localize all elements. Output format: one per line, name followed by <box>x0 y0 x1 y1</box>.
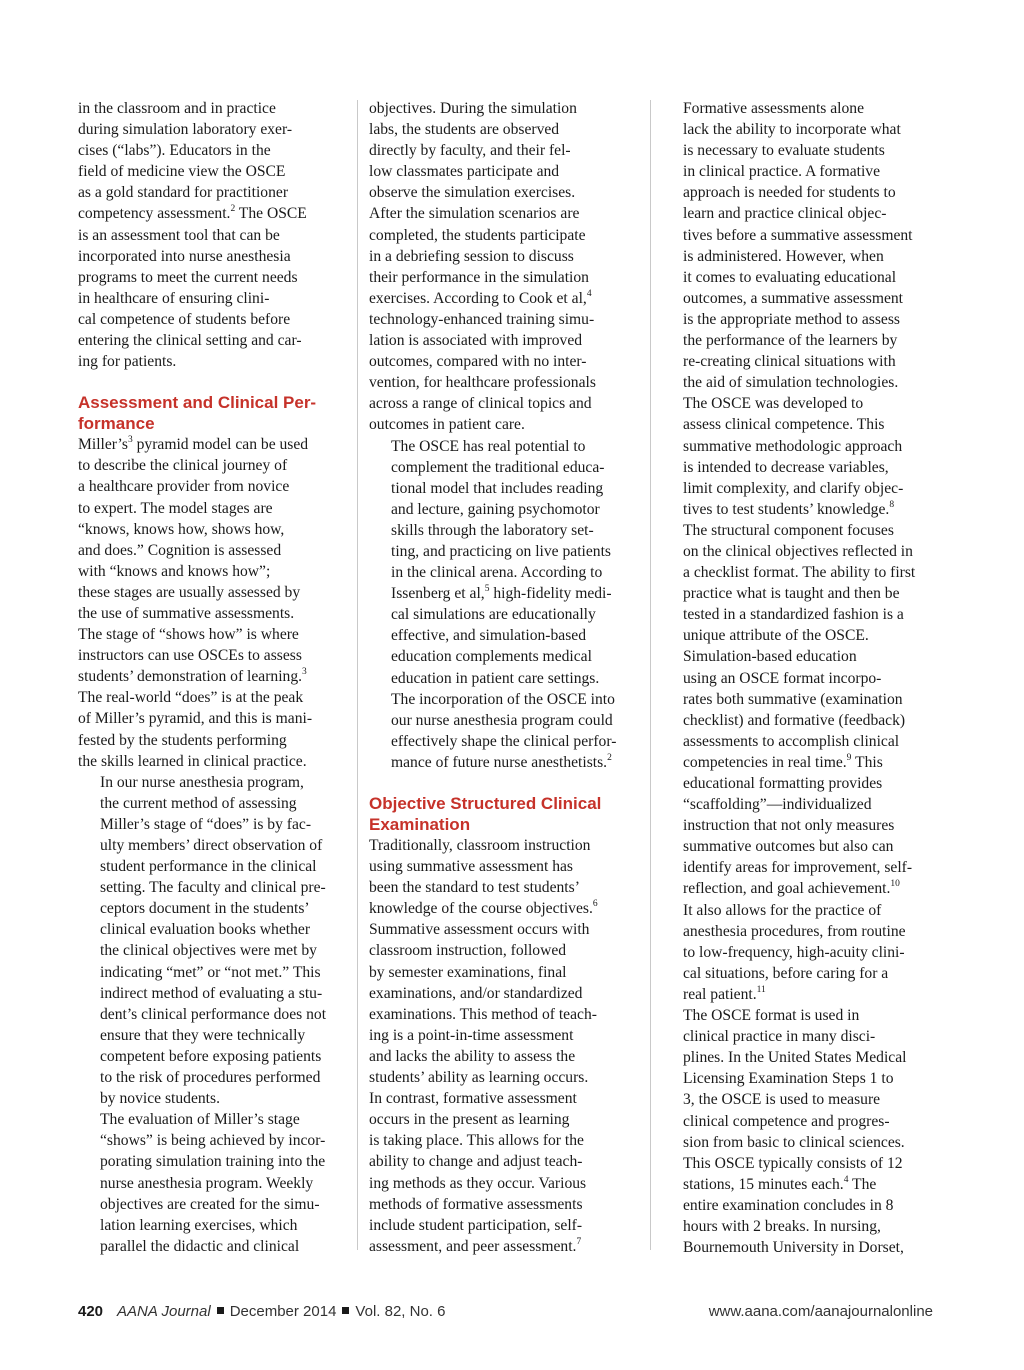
text-line: is administered. However, when <box>683 247 884 265</box>
reference-superscript: 7 <box>576 1236 582 1247</box>
text-line: the clinical objectives were met by <box>100 942 317 960</box>
text-line: skills through the laboratory set- <box>391 521 594 539</box>
text-line: “knows, knows how, shows how, <box>78 520 285 538</box>
text-line: objectives are created for the simu- <box>100 1195 320 1213</box>
text-line: practice what is taught and then be <box>683 585 900 603</box>
text-line: ing methods as they occur. Various <box>369 1174 587 1192</box>
reference-superscript: 5 <box>484 583 490 594</box>
reference-superscript: 3 <box>127 435 133 446</box>
text-run: exercises. According to Cook et al, <box>369 289 587 307</box>
text-run: stations, 15 minutes each. <box>683 1175 844 1193</box>
text-line: assessments to accomplish clinical <box>683 732 900 750</box>
section-heading-osce <box>369 794 639 835</box>
text-run: mance of future nurse anesthetists. <box>391 753 608 771</box>
text-line: approach is needed for students to <box>683 184 896 202</box>
text-line: This OSCE typically consists of 12 <box>683 1154 903 1172</box>
text-line: competent before exposing patients <box>100 1047 322 1065</box>
text-line: Licensing Examination Steps 1 to <box>683 1070 894 1088</box>
text-line: instructors can use OSCEs to assess <box>78 647 302 665</box>
text-line: cal simulations are educationally <box>391 606 596 624</box>
text-line: ting, and practicing on live patients <box>391 542 611 560</box>
text-line: entire examination concludes in 8 <box>683 1196 894 1214</box>
text-line: by semester examinations, final <box>369 963 567 981</box>
text-line: in healthcare of ensuring clini- <box>78 289 270 307</box>
reference-superscript: 4 <box>843 1174 849 1185</box>
text-line: by novice students. <box>100 1090 220 1108</box>
text-line: tives before a summative assessment <box>683 226 913 244</box>
text-line: lation learning exercises, which <box>100 1216 298 1234</box>
text-line: assess clinical competence. This <box>683 416 885 434</box>
paragraph <box>661 646 933 1005</box>
text-line: tested in a standardized fashion is a <box>683 606 904 624</box>
text-line: ability to change and adjust teach- <box>369 1153 583 1171</box>
text-line: educational formatting provides <box>683 775 883 792</box>
text-line: during simulation laboratory exer- <box>78 121 293 139</box>
text-run: The <box>848 1175 877 1193</box>
reference-superscript: 4 <box>586 288 592 299</box>
text-run: Issenberg et al, <box>391 585 485 603</box>
text-line: a checklist format. The ability to first <box>683 564 916 582</box>
paragraph <box>78 772 346 1110</box>
text-line: and lacks the ability to assess the <box>369 1047 576 1065</box>
text-line: is necessary to evaluate students <box>683 142 885 160</box>
text-line: re-creating clinical situations with <box>683 353 896 371</box>
text-run: knowledge of the course objectives. <box>369 900 593 918</box>
text-line: Assessment and Clinical Per- <box>78 393 317 413</box>
journal-url[interactable]: www.aana.com/aanajournalonline <box>708 1303 933 1320</box>
text-line: plines. In the United States Medical <box>683 1049 907 1067</box>
text-line: the performance of the learners by <box>683 332 898 350</box>
text-line: of Miller’s pyramid, and this is mani- <box>78 710 313 728</box>
text-line: limit complexity, and clarify objec- <box>683 479 904 497</box>
text-line: entering the clinical setting and car- <box>78 332 302 350</box>
text-line: to low-frequency, high-acuity clini- <box>683 943 905 961</box>
text-line: “shows” is being achieved by incor- <box>100 1132 326 1150</box>
text-line <box>369 583 639 604</box>
text-line: student performance in the clinical <box>100 858 317 876</box>
paragraph <box>661 98 933 393</box>
text-line <box>369 288 639 309</box>
text-line: classroom instruction, followed <box>369 942 567 960</box>
text-line: cal situations, before caring for a <box>683 964 889 982</box>
text-line: summative outcomes but also can <box>683 838 894 856</box>
text-run: reflection, and goal achievement. <box>683 880 891 898</box>
text-line: and lecture, gaining psychomotor <box>391 500 600 518</box>
reference-superscript: 10 <box>890 879 900 890</box>
text-line: dent’s clinical performance does not <box>100 1005 327 1023</box>
text-line: 3, the OSCE is used to measure <box>683 1091 881 1109</box>
text-line: outcomes, compared with no inter- <box>369 353 587 371</box>
text-line: clinical competence and progres- <box>683 1112 890 1130</box>
text-line: occurs in the present as learning <box>369 1111 570 1129</box>
text-line: in the clinical arena. According to <box>391 564 603 582</box>
text-line: is intended to decrease variables, <box>683 458 889 476</box>
text-line: It also allows for the practice of <box>683 901 882 919</box>
text-line: outcomes in patient care. <box>369 416 525 434</box>
text-line: Objective Structured Clinical <box>369 794 602 813</box>
paragraph <box>78 1109 346 1257</box>
text-line: ceptors document in the students’ <box>100 900 310 918</box>
text-line: The structural component focuses <box>683 521 894 539</box>
text-line: cises (“labs”). Educators in the <box>78 142 271 160</box>
text-line: labs, the students are observed <box>369 121 560 139</box>
text-line: technology-enhanced training simu- <box>369 310 595 328</box>
text-line: the skills learned in clinical practice. <box>78 752 307 770</box>
text-line: using an OSCE format incorpo- <box>683 669 882 687</box>
text-line: their performance in the simulation <box>369 268 589 286</box>
text-line: Formative assessments alone <box>683 100 865 117</box>
text-line: anesthesia procedures, from routine <box>683 922 906 940</box>
reference-superscript: 2 <box>607 752 612 763</box>
text-line: is the appropriate method to assess <box>683 310 900 328</box>
text-line: The incorporation of the OSCE into <box>391 690 615 708</box>
text-line: sion from basic to clinical sciences. <box>683 1133 905 1151</box>
reference-superscript: 8 <box>889 499 895 510</box>
text-line: objectives. During the simulation <box>369 100 577 117</box>
text-run: Miller’s <box>78 436 128 454</box>
text-line: ulty members’ direct observation of <box>100 837 323 854</box>
separator-square-icon <box>217 1307 224 1314</box>
text-line: nurse anesthesia program. Weekly <box>100 1174 314 1192</box>
text-line: indirect method of evaluating a stu- <box>100 984 323 1002</box>
column-1 <box>78 98 346 1257</box>
text-line: The OSCE has real potential to <box>391 437 586 455</box>
column-2 <box>369 98 639 1257</box>
text-line: completed, the students participate <box>369 226 586 244</box>
text-line: lation is associated with improved <box>369 332 583 350</box>
paragraph <box>78 98 346 372</box>
text-line: summative methodologic approach <box>683 437 903 455</box>
text-run: tives to test students’ knowledge. <box>683 500 890 518</box>
reference-superscript: 9 <box>846 752 852 763</box>
text-run: students’ demonstration of learning. <box>78 668 303 686</box>
text-line: across a range of clinical topics and <box>369 395 592 413</box>
text-line: education in patient care settings. <box>391 669 600 687</box>
text-line: complement the traditional educa- <box>391 458 605 476</box>
text-line: our nurse anesthesia program could <box>391 711 613 729</box>
text-line: parallel the didactic and clinical <box>100 1237 300 1255</box>
text-line <box>369 898 639 919</box>
reference-superscript: 2 <box>230 204 236 215</box>
text-line: in the classroom and in practice <box>78 100 276 117</box>
text-line: is an assessment tool that can be <box>78 226 280 244</box>
text-line: and does.” Cognition is assessed <box>78 541 282 559</box>
text-line: identify areas for improvement, self- <box>683 859 913 877</box>
text-line <box>661 878 933 899</box>
column-divider-2 <box>650 100 651 1250</box>
text-line: the aid of simulation technologies. <box>683 374 899 392</box>
text-line: indicating “met” or “not met.” This <box>100 963 321 981</box>
text-line: low classmates participate and <box>369 163 560 181</box>
text-line: clinical evaluation books whether <box>100 921 311 939</box>
text-line: Traditionally, classroom instruction <box>369 837 591 854</box>
text-line: ing for patients. <box>78 353 177 371</box>
text-line: hours with 2 breaks. In nursing, <box>683 1217 881 1235</box>
reference-superscript: 11 <box>756 984 766 995</box>
volume-issue: Vol. 82, No. 6 <box>355 1303 446 1320</box>
text-line: been the standard to test students’ <box>369 879 580 897</box>
text-line: outcomes, a summative assessment <box>683 289 904 307</box>
page-number: 420 <box>78 1303 104 1320</box>
text-line: ensure that they were technically <box>100 1026 306 1044</box>
text-line <box>78 434 346 455</box>
text-line: setting. The faculty and clinical pre- <box>100 879 326 897</box>
text-line: Miller’s stage of “does” is by fac- <box>100 815 312 833</box>
text-line: formance <box>78 413 155 433</box>
text-line: to describe the clinical journey of <box>78 457 288 475</box>
text-line: effective, and simulation-based <box>391 627 586 645</box>
text-line: effectively shape the clinical perfor- <box>391 732 617 750</box>
text-run: real patient. <box>683 985 757 1003</box>
text-line: In contrast, formative assessment <box>369 1090 577 1108</box>
column-3 <box>661 98 933 1258</box>
text-line: incorporated into nurse anesthesia <box>78 247 291 265</box>
text-line: Summative assessment occurs with <box>369 921 590 939</box>
text-line: tional model that includes reading <box>391 479 604 497</box>
text-run: high-fidelity medi- <box>489 585 612 603</box>
text-line <box>369 752 639 773</box>
text-line: as a gold standard for practitioner <box>78 184 289 202</box>
text-line: learn and practice clinical objec- <box>683 205 887 223</box>
text-line: to the risk of procedures performed <box>100 1069 321 1087</box>
text-line: The stage of “shows how” is where <box>78 626 299 644</box>
text-line: rates both summative (examination <box>683 690 903 708</box>
text-line: The OSCE was developed to <box>683 395 864 413</box>
text-line: the current method of assessing <box>100 794 297 812</box>
text-line <box>661 984 933 1005</box>
text-line: in a debriefing session to discuss <box>369 247 574 265</box>
text-line: lack the ability to incorporate what <box>683 121 901 139</box>
text-run: This <box>851 753 883 771</box>
text-line: education complements medical <box>391 648 592 666</box>
column-divider-1 <box>357 100 358 1250</box>
text-line: fested by the students performing <box>78 731 287 749</box>
text-line: directly by faculty, and their fel- <box>369 142 571 160</box>
text-line: to expert. The model stages are <box>78 499 273 517</box>
text-line: ing is a point-in-time assessment <box>369 1026 574 1044</box>
page-footer <box>78 1303 933 1320</box>
text-line <box>369 1236 639 1257</box>
text-line: observe the simulation exercises. <box>369 184 576 202</box>
text-line: The evaluation of Miller’s stage <box>100 1111 300 1129</box>
text-line: After the simulation scenarios are <box>369 205 580 223</box>
text-run: competency assessment. <box>78 205 231 223</box>
text-line: examinations. This method of teach- <box>369 1005 597 1023</box>
text-line: vention, for healthcare professionals <box>369 374 596 392</box>
text-line: programs to meet the current needs <box>78 268 298 286</box>
paragraph <box>661 393 933 646</box>
separator-square-icon <box>342 1307 349 1314</box>
text-line: is taking place. This allows for the <box>369 1132 584 1150</box>
text-line: a healthcare provider from novice <box>78 478 290 496</box>
text-run: assessment, and peer assessment. <box>369 1237 577 1255</box>
section-heading-assessment <box>78 393 346 434</box>
text-run: pyramid model can be used <box>132 436 309 454</box>
text-line: The real-world “does” is at the peak <box>78 689 304 707</box>
text-line: examinations, and/or standardized <box>369 984 583 1002</box>
text-line: it comes to evaluating educational <box>683 268 897 286</box>
text-line: cal competence of students before <box>78 310 291 328</box>
paragraph <box>661 1005 933 1258</box>
text-line: Simulation-based education <box>683 648 857 666</box>
paragraph <box>369 835 639 1257</box>
text-line <box>661 1174 933 1195</box>
text-line: include student participation, self- <box>369 1216 583 1234</box>
reference-superscript: 3 <box>302 667 307 678</box>
text-line: instruction that not only measures <box>683 817 895 835</box>
text-line <box>78 203 346 224</box>
text-line: in clinical practice. A formative <box>683 163 881 181</box>
issue-date: December 2014 <box>229 1303 337 1320</box>
text-line: checklist) and formative (feedback) <box>683 711 906 729</box>
paragraph <box>369 436 639 774</box>
text-line: on the clinical objectives reflected in <box>683 542 913 560</box>
text-line <box>661 752 933 773</box>
text-line: Bournemouth University in Dorset, <box>683 1239 904 1257</box>
text-line: porating simulation training into the <box>100 1153 326 1171</box>
text-line <box>78 666 346 687</box>
text-line: In our nurse anesthesia program, <box>100 773 304 791</box>
text-line: using summative assessment has <box>369 858 573 876</box>
text-line: the use of summative assessments. <box>78 604 295 622</box>
text-run: competencies in real time. <box>683 753 847 771</box>
text-line <box>661 499 933 520</box>
text-line: these stages are usually assessed by <box>78 583 301 601</box>
text-line: field of medicine view the OSCE <box>78 163 286 181</box>
text-line: methods of formative assessments <box>369 1195 583 1213</box>
text-line: “scaffolding”—individualized <box>683 796 872 814</box>
text-line: with “knows and knows how”; <box>78 562 271 580</box>
text-run: The OSCE <box>235 205 307 223</box>
text-line: unique attribute of the OSCE. <box>683 627 869 645</box>
text-line: The OSCE format is used in <box>683 1007 860 1025</box>
journal-name: AANA Journal <box>117 1303 211 1320</box>
paragraph <box>369 98 639 436</box>
text-line: clinical practice in many disci- <box>683 1028 876 1046</box>
text-line: Examination <box>369 814 471 834</box>
paragraph <box>78 434 346 772</box>
text-line: students’ ability as learning occurs. <box>369 1069 589 1087</box>
reference-superscript: 6 <box>592 899 598 910</box>
